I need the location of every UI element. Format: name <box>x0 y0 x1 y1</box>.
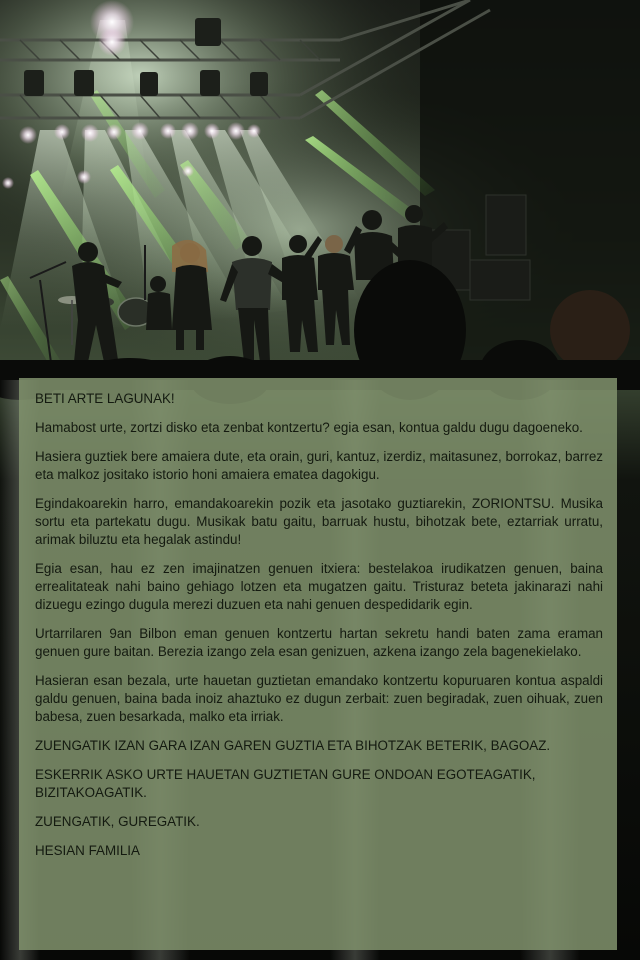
letter-paragraph-1: Hamabost urte, zortzi disko eta zenbat kontzertu? egia esan, kontua galdu dugu dagoeneko. <box>35 420 583 435</box>
letter-closing-1: ZUENGATIK IZAN GARA IZAN GAREN GUZTIA ETA BIHOTZAK BETERIK, BAGOAZ. <box>35 738 551 753</box>
farewell-letter-panel <box>19 378 617 950</box>
letter-paragraph-4: Egia esan, hau ez zen imajinatzen genuen itxiera: bestelakoa irudikatzen genuen, baina errealitateak nahi baino gehiago lotzen eta mugatzen gaitu. Tristuraz beteta jakinarazi nahi dizuegu ezingo dugula merezi duzuen eta nahi genuen despedidarik egin. <box>35 561 603 612</box>
letter-paragraph-5: Urtarrilaren 9an Bilbon eman genuen kontzertu hartan sekretu handi baten zama eraman genuen gure baitan. Berezia izango zela esan genizuen, azkena izango zela bagenekielako. <box>35 626 603 659</box>
letter-closing-2: ESKERRIK ASKO URTE HAUETAN GUZTIETAN GURE ONDOAN EGOTEAGATIK, BIZITAKOAGATIK. <box>35 767 536 800</box>
letter-paragraph-2: Hasiera guztiek bere amaiera dute, eta orain, guri, kantuz, izerdiz, maitasunez, borrokaz, barrez eta malkoz jositako istorio honi amaiera ematea dagokigu. <box>35 449 603 482</box>
letter-signature: HESIAN FAMILIA <box>35 843 140 858</box>
letter-greeting: BETI ARTE LAGUNAK! <box>35 391 175 406</box>
letter-paragraph-3: Egindakoarekin harro, emandakoarekin pozik eta jasotako guztiarekin, ZORIONTSU. Musika sortu eta partekatu dugu. Musikak batu gaitu, barruak hustu, bihotzak bete, eztarriak urratu, arimak biluztu eta hegalak astindu! <box>35 496 603 547</box>
letter-paragraph-6: Hasieran esan bezala, urte hauetan guztietan emandako kontzertu kopuruaren kontua aspaldi galdu genuen, baina bada inoiz ahaztuko ez dugun zerbait: zuen begiradak, zuen oihuak, zuen babesa, zuen besarkada, malko eta irriak. <box>35 673 603 724</box>
letter-closing-3: ZUENGATIK, GUREGATIK. <box>35 814 200 829</box>
